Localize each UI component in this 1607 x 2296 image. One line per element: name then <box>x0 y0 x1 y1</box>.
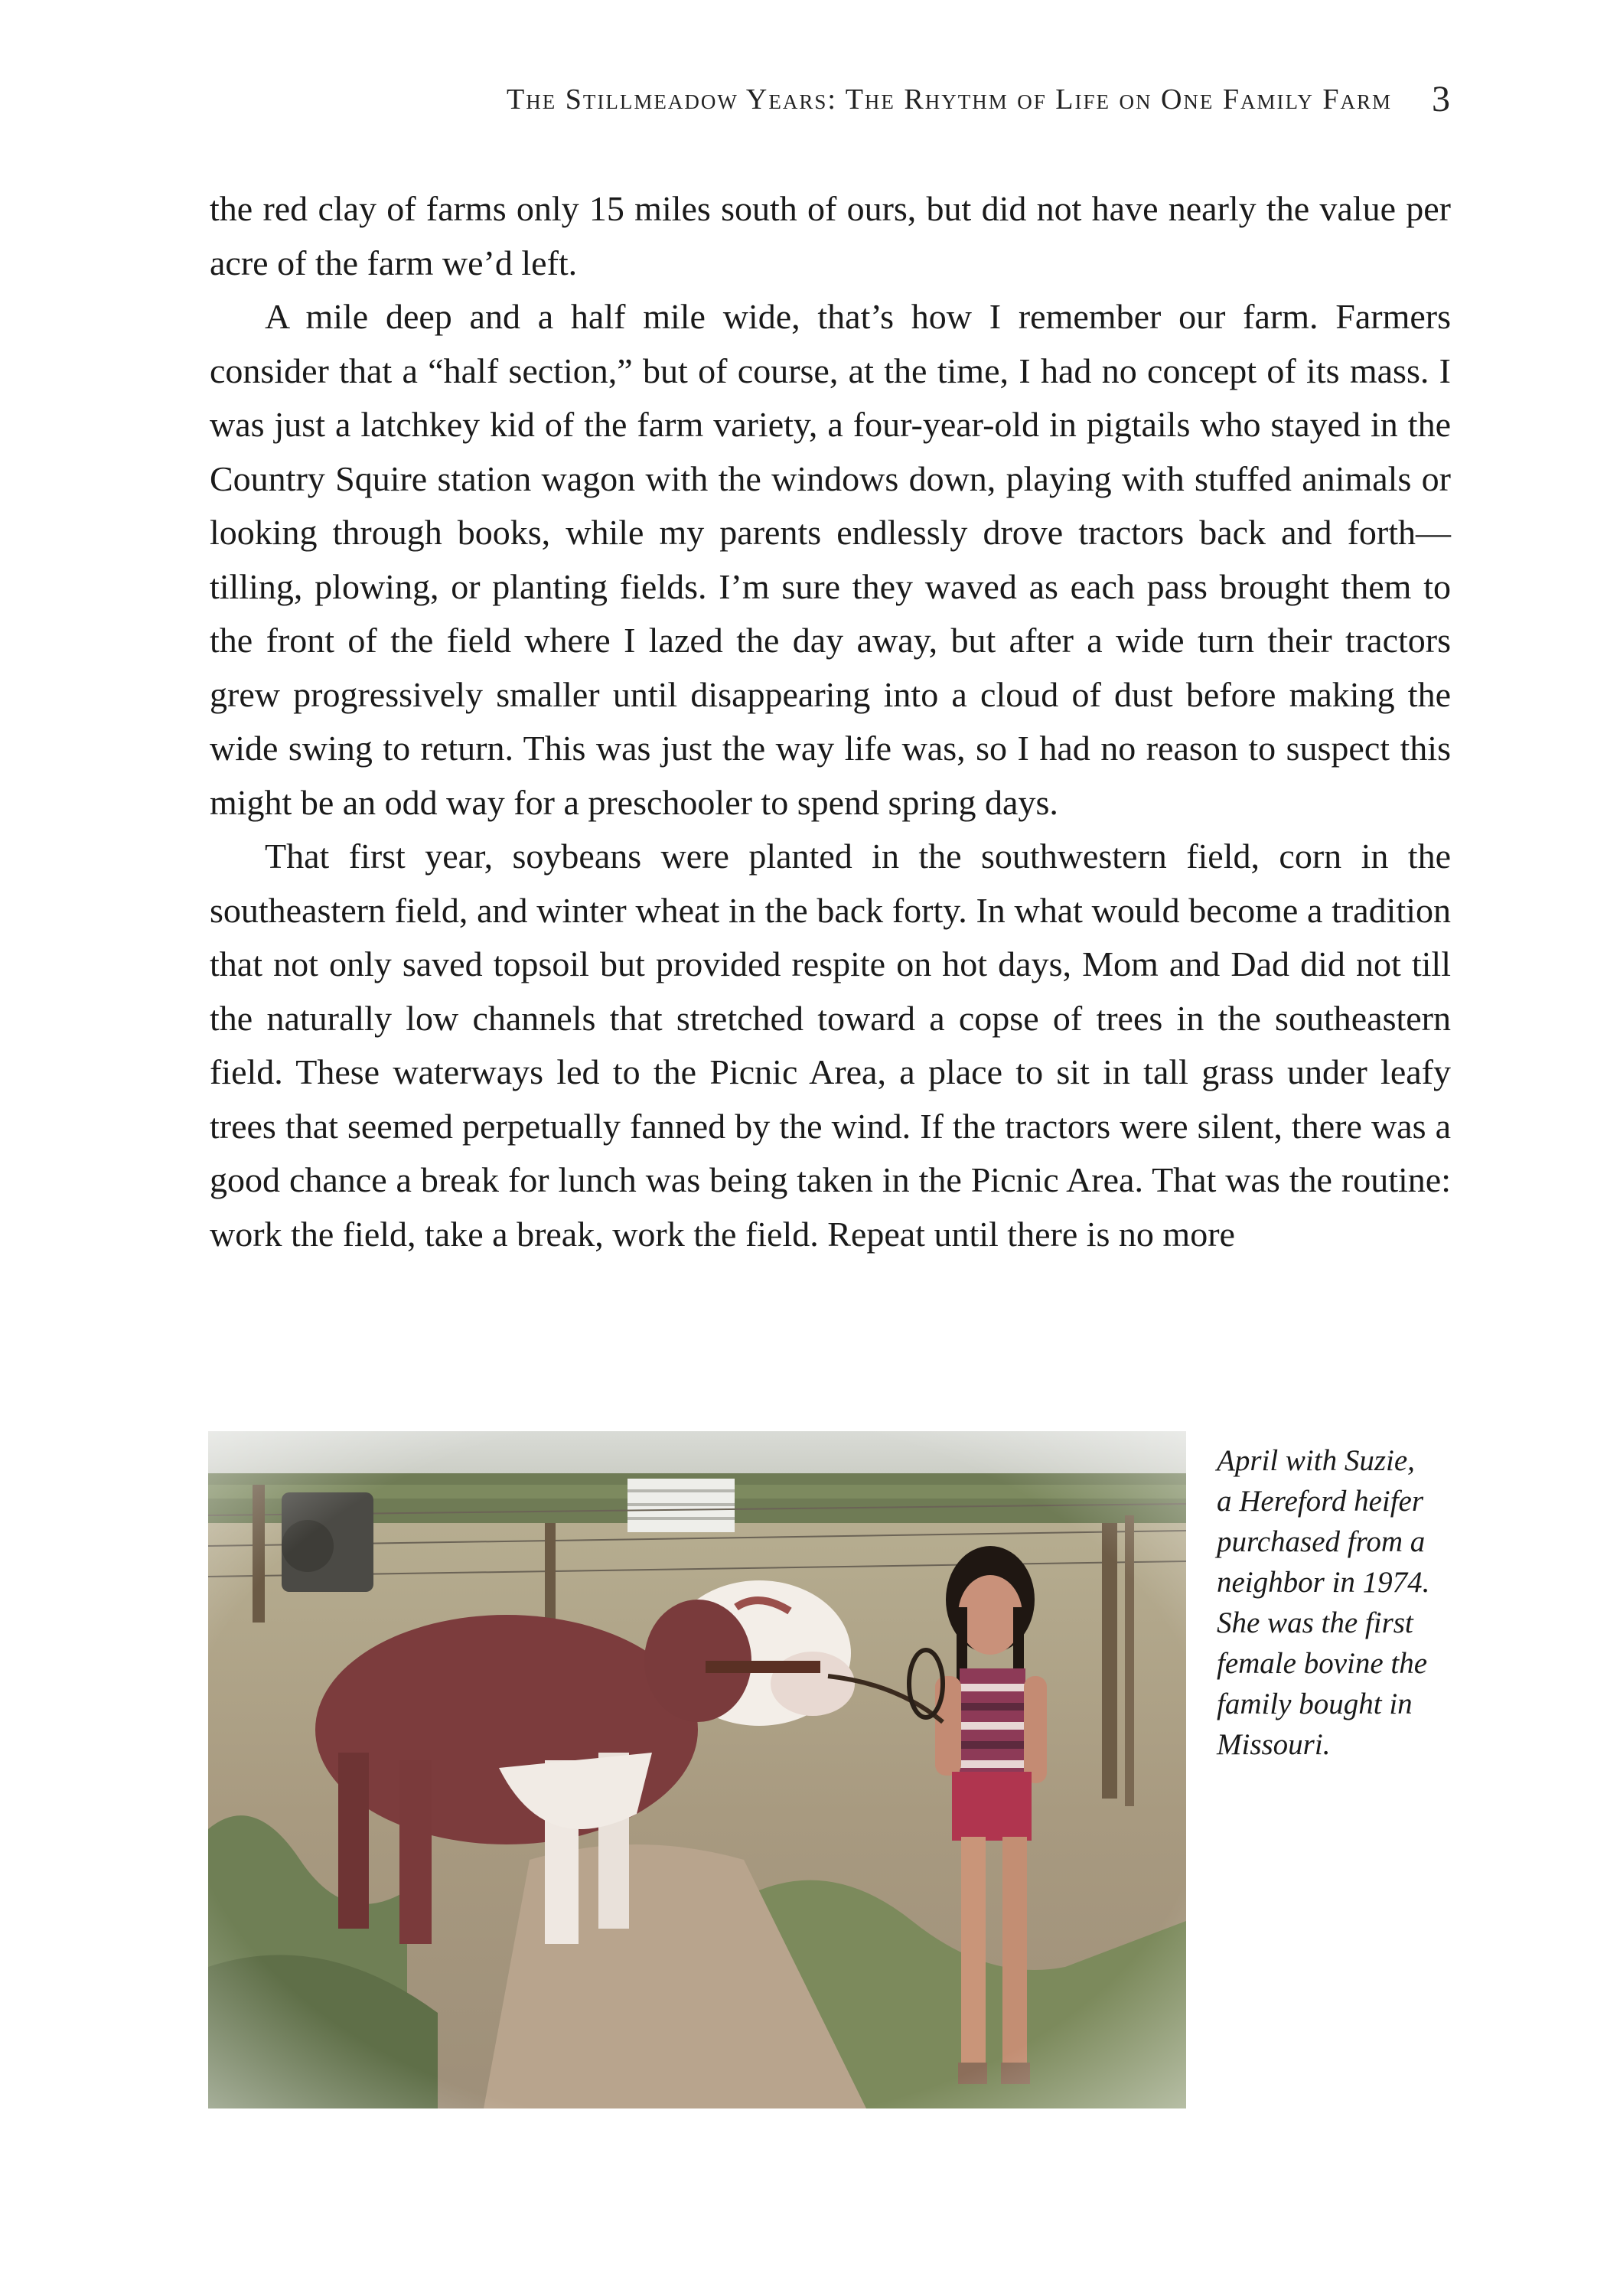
photo-caption <box>1217 1440 1477 1765</box>
caption-line: Missouri. <box>1217 1728 1331 1761</box>
page-header <box>210 79 1450 129</box>
farm-photo <box>208 1431 1186 2108</box>
paragraph: That first year, soybeans were planted in the southwestern field, corn in the southeastern field, and winter wheat in the back forty. In what would become a tradition that not only saved topsoil but provided respite on hot days, Mom and Dad did not till the naturally low channels that stretched toward a copse of trees in the southeastern field. These waterways led to the Picnic Area, a place to sit in tall grass under leafy trees that seemed perpetually fanned by the wind. If the tractors were silent, there was a good chance a break for lunch was being taken in the Picnic Area. That was the routine: work the field, take a break, work the field. Repeat until there is no more <box>210 837 1451 1254</box>
caption-line: neighbor in 1974. <box>1217 1566 1430 1599</box>
paragraph: A mile deep and a half mile wide, that’s how I remember our farm. Farmers consider that a “half section,” but of course, at the time, I had no concept of its mass. I was just a latchkey kid of the farm variety, a four-year-old in pigtails who stayed in the Country Squire station wagon with the windows down, playing with stuffed animals or looking through books, while my parents endlessly drove tractors back and forth—tilling, plowing, or planting fields. I’m sure they waved as each pass brought them to the front of the field where I lazed the day away, but after a wide turn their tractors grew progressively smaller until disappearing into a cloud of dust before making the wide swing to return. This was just the way life was, so I had no reason to suspect this might be an odd way for a preschooler to spend spring days. <box>210 297 1451 822</box>
caption-line: a Hereford heifer <box>1217 1485 1424 1518</box>
running-head: The Stillmeadow Years: The Rhythm of Life on One Family Farm <box>507 83 1392 116</box>
caption-line: She was the first <box>1217 1606 1413 1639</box>
caption-line: female bovine the <box>1217 1647 1428 1680</box>
caption-line: purchased from a <box>1217 1525 1426 1558</box>
paragraph: the red clay of farms only 15 miles south of ours, but did not have nearly the value per acre of the farm we’d left. <box>210 189 1451 282</box>
body-text <box>210 182 1451 1261</box>
caption-line: April with Suzie, <box>1217 1444 1415 1477</box>
page-number: 3 <box>1432 79 1450 119</box>
caption-line: family bought in <box>1217 1688 1413 1720</box>
